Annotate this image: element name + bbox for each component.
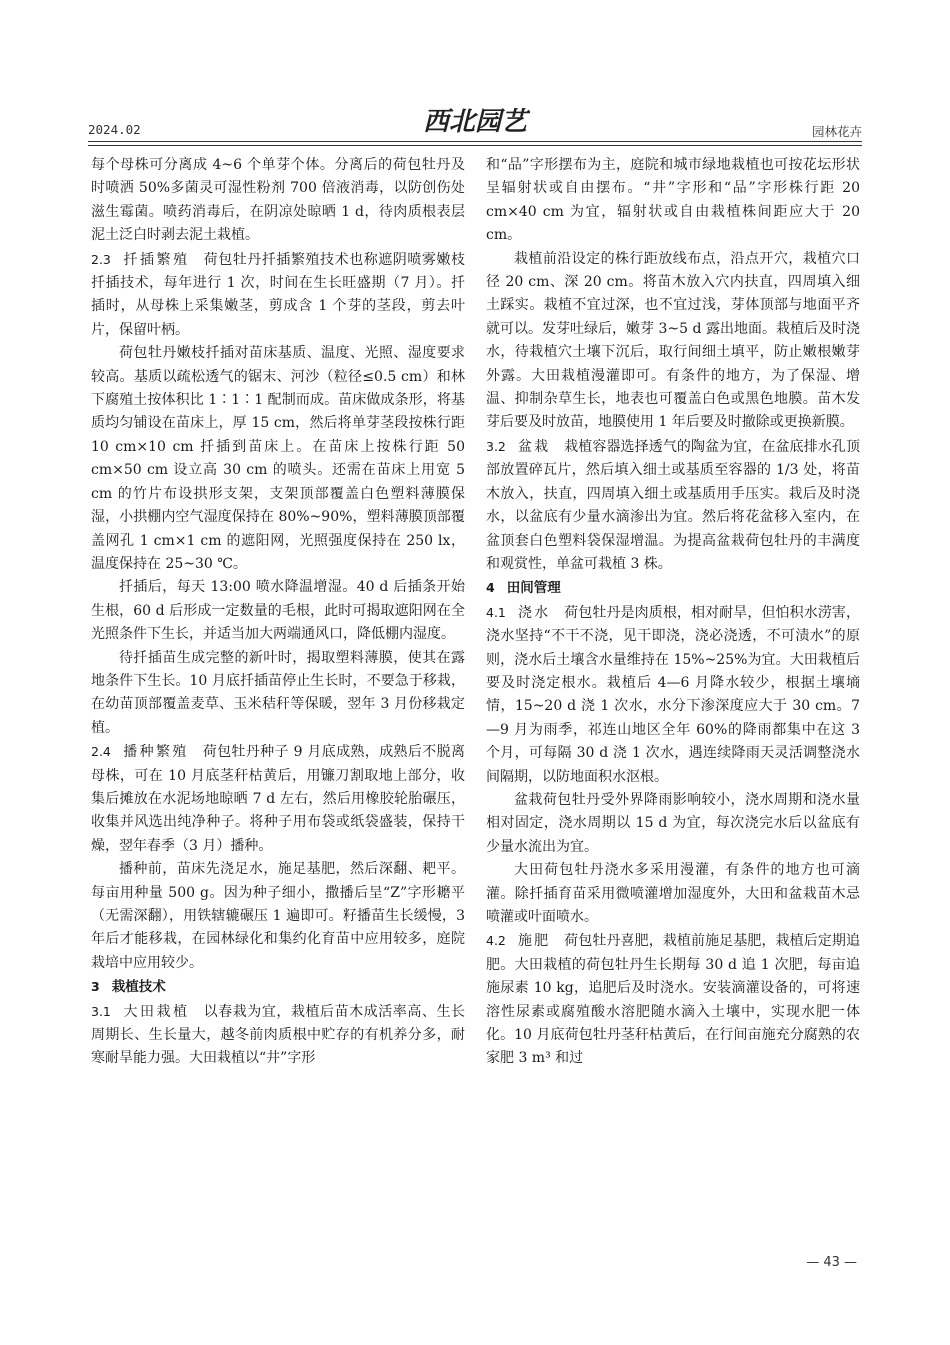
paragraph: 荷包牡丹嫩枝扦插对苗床基质、温度、光照、湿度要求较高。基质以疏松透气的锯末、河沙（粒径≤0.5 cm）和林下腐殖土按体积比 1∶1∶1 配制而成。苗床做成条形，将基质均匀铺设在苗床上，厚 15 cm，然后将单芽茎段按株行距 10 cm×10 cm 扦插到苗床上。在苗床上按株行距 50 cm×50 cm 设立高 30 cm 的喷头。还需在苗床上用宽 5 cm 的竹片布设拱形支架，支架顶部覆盖白色塑料薄膜保湿，小拱棚内空气湿度保持在 80%~90%，塑料薄膜顶部覆盖网孔 1 cm×1 cm 的遮阳网，光照强度保持在 250 lx，温度保持在 25~30 ℃。	[91, 345, 465, 572]
subsection-4-2: 4.2 施肥 荷包牡丹喜肥，栽植前施足基肥，栽植后定期追肥。大田栽植的荷包牡丹生长期每 30 d 追 1 次肥，每亩追施尿素 10 kg，追肥后及时浇水。安装滴灌设备的，可将速溶性尿素或腐殖酸水溶肥随水滴入土壤中，实现水肥一体化。10 月底荷包牡丹茎秆枯黄后，在行间亩施充分腐熟的农家肥 3 m³ 和过	[486, 933, 861, 1067]
header-rule-thick	[88, 141, 862, 142]
paragraph: 栽植前沿设定的株行距放线布点，沿点开穴，栽植穴口径 20 cm、深 20 cm。将苗木放入穴内扶直，四周填入细土踩实。栽植不宜过深，也不宜过浅，芽体顶部与地面平齐就可以。发芽吐绿后，嫩芽 3~5 d 露出地面。栽植后及时浇水，待栽植穴土壤下沉后，取行间细土填平，防止嫩根嫩芽外露。大田栽植漫灌即可。有条件的地方，为了保湿、增温、抑制杂草生长，地表也可覆盖白色或黑色地膜。苗木发芽后要及时放苗，地膜使用 1 年后要及时撤除或更换新膜。	[486, 250, 860, 431]
subsection-2-4: 2.4 播种繁殖 荷包牡丹种子 9 月底成熟，成熟后不脱离母株，可在 10 月底茎秆枯黄后，用镰刀割取地上部分，收集后摊放在水泥场地晾晒 7 d 左右，然后用橡胶轮胎碾压，收集并风选出纯净种子。将种子用布袋或纸袋盛装，保持干燥，翌年春季（3 月）播种。	[91, 744, 466, 854]
issue-date: 2024.02	[88, 122, 141, 137]
subsection-2-3: 2.3 扦插繁殖 荷包牡丹扦插繁殖技术也称遮阴喷雾嫩枝扦插技术，每年进行 1 次，时间在生长旺盛期（7 月）。扦插时，从母株上采集嫩茎，剪成含 1 个芽的茎段，剪去叶片，保留叶柄。	[91, 251, 466, 338]
paragraph: 和“品”字形摆布为主，庭院和城市绿地栽植也可按花坛形状呈辐射状或自由摆布。“井”字形和“品”字形株行距 20 cm×40 cm 为宜，辐射状或自由栽植株间距应大于 20 cm。	[486, 157, 860, 244]
subsection-3-2: 3.2 盆栽 栽植容器选择透气的陶盆为宜，在盆底排水孔顶部放置碎瓦片，然后填入细土或基质至容器的 1/3 处，将苗木放入，扶直，四周填入细土或基质用手压实。栽后及时浇水，以盆底有少量水滴渗出为宜。然后将花盆移入室内，在盆顶套白色塑料袋保湿增温。为提高盆栽荷包牡丹的丰满度和观赏性，单盆可栽植 3 株。	[486, 438, 861, 572]
paragraph: 每个母株可分离成 4~6 个单芽个体。分离后的荷包牡丹及时喷洒 50%多菌灵可湿性粉剂 700 倍液消毒，以防创伤处滋生霉菌。喷药消毒后，在阴凉处晾晒 1 d，待肉质根表层泥土泛白时剥去泥土栽植。	[91, 157, 465, 244]
svg-text:西北园艺: 西北园艺	[422, 107, 528, 137]
right-column	[486, 154, 860, 1071]
paragraph: 扦插后，每天 13:00 喷水降温增湿。40 d 后插条开始生根，60 d 后形成一定数量的毛根，此时可揭取遮阳网在全光照条件下生长，并适当加大两端通风口，降低棚内湿度。	[91, 579, 465, 643]
left-column	[91, 154, 465, 1071]
section-label: 园林花卉	[811, 124, 862, 139]
section-3-heading: 3 栽植技术	[91, 979, 166, 996]
page-header	[88, 100, 862, 140]
paragraph: 待扦插苗生成完整的新叶时，揭取塑料薄膜，使其在露地条件下生长。10 月底扦插苗停止生长时，不要急于移栽，在幼苗顶部覆盖麦草、玉米秸秆等保暖，翌年 3 月份移栽定植。	[91, 649, 465, 736]
journal-logo	[420, 100, 530, 140]
paragraph: 大田荷包牡丹浇水多采用漫灌，有条件的地方也可滴灌。除扦插育苗采用微喷灌增加湿度外，大田和盆栽苗木忌喷灌或叶面喷水。	[486, 862, 860, 925]
subsection-4-1: 4.1 浇水 荷包牡丹是肉质根，相对耐旱，但怕积水涝害，浇水坚持“不干不浇，见干即浇，浇必浇透，不可渍水”的原则，浇水后土壤含水量维持在 15%~25%为宜。大田栽植后要及时浇定根水。栽植后 4—6 月降水较少，根据土壤墒情，15~20 d 浇 1 次水，水分下渗深度应大于 30 cm。7—9 月为雨季，祁连山地区全年 60%的降雨都集中在这 3 个月，可每隔 30 d 浇 1 次水，遇连续降雨天灵活调整浇水间隔期，以防地面积水沤根。	[486, 604, 861, 785]
subsection-3-1: 3.1 大田栽植 以春栽为宜，栽植后苗木成活率高、生长周期长、生长量大，越冬前肉质根中贮存的有机养分多，耐寒耐旱能力强。大田栽植以“井”字形	[91, 1003, 466, 1067]
paragraph: 盆栽荷包牡丹受外界降雨影响较小，浇水周期和浇水量相对固定，浇水周期以 15 d 为宜，每次浇完水后以盆底有少量水流出为宜。	[486, 791, 860, 855]
header-rule-thin	[88, 145, 862, 146]
section-4-heading: 4 田间管理	[486, 580, 561, 597]
page-number: — 43 —	[806, 1255, 857, 1270]
paragraph: 播种前，苗床先浇足水，施足基肥，然后深翻、耙平。每亩用种量 500 g。因为种子细小，撒播后呈“Z”字形耱平（无需深翻），用铁辖辘碾压 1 遍即可。籽播苗生长缓慢，3 年后才能移栽，在园林绿化和集约化育苗中应用较多，庭院栽培中应用较少。	[91, 861, 465, 971]
